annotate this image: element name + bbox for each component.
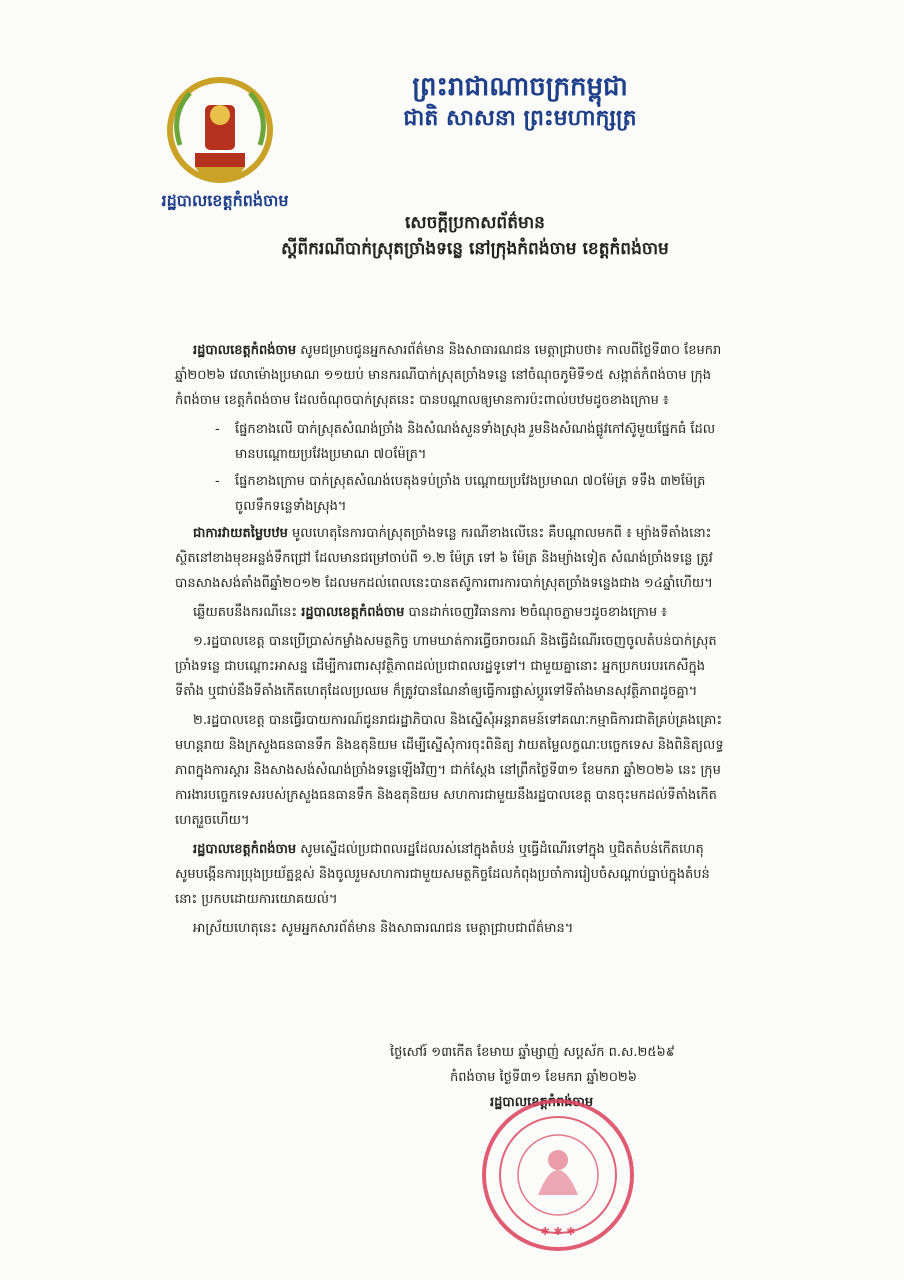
paragraph-6-text: សូមស្នើដល់ប្រជាពលរដ្ឋដែលរស់នៅក្នុងតំបន់ ឬធ្វើដំណើរទៅក្នុង ឬជិតតំបន់កើតហេតុ សូមបង្កើនការប្រុងប្រយ័ត្នខ្ពស់ និងចូលរួមសហការជាមួយសមត្ថកិច្ចដែលកំពុងប្រចាំការរៀបចំសណ្តាប់ធ្នាប់ក្នុងតំបន់នោះ ប្រកបដោយការយោគយល់។	[175, 842, 710, 907]
paragraph-1-lead: រដ្ឋបាលខេត្តកំពង់ចាម	[193, 343, 297, 358]
measure-2: ២.រដ្ឋបាលខេត្ត បានធ្វើរបាយការណ៍ជូនរាជរដ្ឋាភិបាល និងស្នើសុំអន្តរាគមន៍ទៅគណៈកម្មាធិការជាតិគ្រប់គ្រងគ្រោះមហន្តរាយ និងក្រសួងធនធានទឹក និងឧតុនិយម ដើម្បីស្នើសុំការចុះពិនិត្យ វាយតម្លៃលក្ខណៈបច្ចេកទេស និងពិនិត្យលទ្ធភាពក្នុងការស្តារ និងសាងសង់សំណង់ច្រាំងទន្លេឡើងវិញ។ ជាក់ស្តែង នៅព្រឹកថ្ងៃទី៣១ ខែមករា ឆ្នាំ២០២៦ នេះ ក្រុមការងារបច្ចេកទេសរបស់ក្រសួងធនធានទឹក និងឧតុនិយម សហការជាមួយនឹងរដ្ឋបាលខេត្ត បានចុះមកដល់ទីតាំងកើតហេតុរួចហើយ។	[175, 713, 724, 828]
measure-1: ១.រដ្ឋបាលខេត្ត បានប្រើប្រាស់កម្លាំងសមត្ថកិច្ច ហាមឃាត់ការធ្វើចរាចរណ៍ និងធ្វើដំណើរចេញចូលតំបន់បាក់ស្រុតច្រាំងទន្លេ ជាបណ្តោះអាសន្ន ដើម្បីការពារសុវត្ថិភាពដល់ប្រជាពលរដ្ឋទូទៅ។ ជាមួយគ្នានោះ អ្នកប្រកបរបរកេសីក្នុងទីតាំង ឬជាប់នឹងទីតាំងកើតហេតុដែលប្រឈម ក៏ត្រូវបានណែនាំឲ្យធ្វើការផ្លាស់ប្តូរទៅទីតាំងមានសុវត្ថិភាពដូចគ្នា។	[175, 634, 717, 699]
document-body	[175, 338, 725, 945]
paragraph-1-text: សូមជម្រាបជូនអ្នកសារព័ត៌មាន និងសាធារណជន មេត្តាជ្រាបថា៖ កាលពីថ្ងៃទី៣០ ខែមករា ឆ្នាំ២០២៦ វេលាម៉ោងប្រមាណ ១១យប់ មានករណីបាក់ស្រុតច្រាំងទន្លេ នៅចំណុចភូមិទី១៥ សង្កាត់កំពង់ចាម ក្រុងកំពង់ចាម ខេត្តកំពង់ចាម ដែលចំណុចបាក់ស្រុតនេះ បានបណ្តាលឲ្យមានការប៉ះពាល់បឋមដូចខាងក្រោម ៖	[175, 343, 722, 408]
paragraph-7: អាស្រ័យហេតុនេះ សូមអ្នកសារព័ត៌មាន និងសាធារណជន មេត្តាជ្រាបជាព័ត៌មាន។	[193, 921, 574, 936]
bullet-upper-part: - ផ្នែកខាងលើ បាក់ស្រុតសំណង់ច្រាំង និងសំណង់សួនទាំងស្រុង រួមនិងសំណង់ផ្លូវកៅស៊ូមួយផ្នែកធំ ដែលមានបណ្តោយប្រវែងប្រមាណ ៧០ម៉ែត្រ។	[215, 417, 725, 467]
lunar-date: ថ្ងៃសៅរ៍ ១៣កើត ខែមាឃ ឆ្នាំម្សាញ់ សប្តស័ក ព.ស.២៥៦៩	[390, 1045, 675, 1060]
title-line-2: ស្តីពីករណីបាក់ស្រុតច្រាំងទន្លេ នៅក្រុងកំពង់ចាម ខេត្តកំពង់ចាម	[281, 239, 669, 259]
document-title	[150, 210, 800, 262]
paragraph-2-text: មូលហេតុនៃការបាក់ស្រុតច្រាំងទន្លេ ករណីខាងលើនេះ គឺបណ្តាលមកពី ៖ ម្យ៉ាងទីតាំងនោះ ស្ថិតនៅខាងមុខអន្លង់ទឹកជ្រៅ ដែលមានជម្រៅចាប់ពី ១.២ ម៉ែត្រ ទៅ ៦ ម៉ែត្រ និងម្យ៉ាងទៀត សំណង់ច្រាំងទន្លេ ត្រូវបានសាងសង់តាំងពីឆ្នាំ២០១២ ដែលមកដល់ពេលនេះបានតស៊ូការពារការបាក់ស្រុតច្រាំងទន្លេងជាង ១៤ឆ្នាំហើយ។	[175, 526, 713, 591]
paragraph-6	[175, 837, 725, 912]
royal-emblem-logo	[165, 75, 275, 185]
paragraph-1	[175, 338, 725, 413]
issuing-authority: រដ្ឋបាលខេត្តកំពង់ចាម	[161, 191, 289, 210]
paragraph-3-lead: រដ្ឋបាលខេត្តកំពង់ចាម	[301, 605, 405, 620]
paragraph-2	[175, 521, 725, 596]
svg-text:✱ ✱ ✱: ✱ ✱ ✱	[540, 1225, 576, 1238]
paragraph-3	[175, 600, 725, 625]
paragraph-6-lead: រដ្ឋបាលខេត្តកំពង់ចាម	[193, 842, 297, 857]
title-line-1: សេចក្តីប្រកាសព័ត៌មាន	[405, 213, 545, 233]
national-motto: ជាតិ សាសនា ព្រះមហាក្សត្រ	[403, 106, 637, 131]
bullet-lower-part: - ផ្នែកខាងក្រោម បាក់ស្រុតសំណង់បេតុងទប់ច្រាំង បណ្តោយប្រវែងប្រមាណ ៧០ម៉ែត្រ ទទឹង ៣២ម៉ែត្រ ចូលទឹកទន្លេទាំងស្រុង។	[215, 469, 725, 519]
kingdom-title: ព្រះរាជាណាចក្រកម្ពុជា	[412, 72, 628, 102]
paragraph-3-text-b: បានដាក់ចេញវិធានការ ២ចំណុចភ្លាមៗដូចខាងក្រោម ៖	[404, 605, 667, 620]
kingdom-header	[330, 70, 710, 134]
paragraph-2-lead: ជាការវាយតម្លៃបឋម	[193, 526, 288, 541]
paragraph-3-text-a: ឆ្លើយតបនឹងករណីនេះ	[193, 605, 302, 620]
solar-date: កំពង់ចាម ថ្ងៃទី៣១ ខែមករា ឆ្នាំ២០២៦	[450, 1070, 637, 1085]
signatory: រដ្ឋបាលខេត្តកំពង់ចាម	[490, 1095, 594, 1110]
official-seal-stamp	[478, 1095, 638, 1255]
